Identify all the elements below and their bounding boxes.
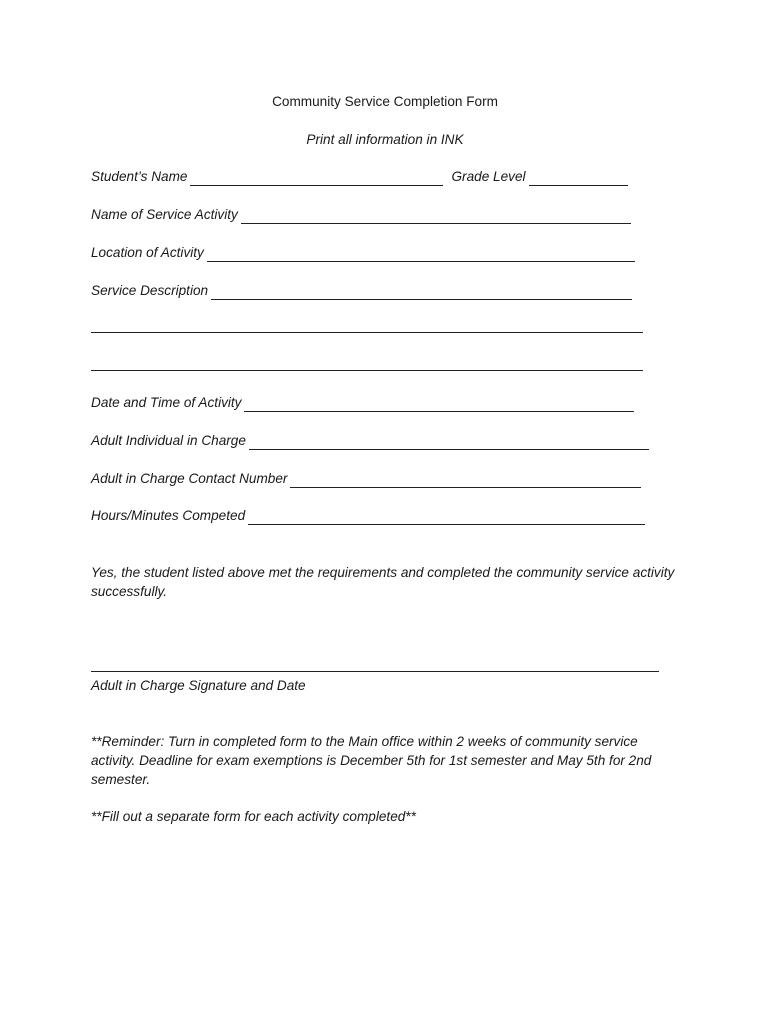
certification-text: Yes, the student listed above met the requirements and completed the community service activity successfully. — [91, 565, 675, 599]
adult-in-charge-label: Adult Individual in Charge — [91, 433, 246, 448]
service-activity-field[interactable] — [241, 210, 631, 224]
description-line-2[interactable] — [91, 332, 643, 333]
contact-number-field[interactable] — [290, 474, 641, 488]
location-label: Location of Activity — [91, 245, 204, 260]
grade-level-field[interactable] — [529, 172, 628, 186]
hours-field[interactable] — [248, 511, 645, 525]
contact-number-row — [91, 469, 641, 488]
description-row — [91, 281, 632, 300]
description-label: Service Description — [91, 283, 209, 298]
service-activity-label: Name of Service Activity — [91, 207, 238, 222]
hours-label: Hours/Minutes Competed — [91, 508, 246, 523]
signature-line[interactable] — [91, 671, 659, 672]
date-time-field[interactable] — [244, 398, 634, 412]
description-line-3[interactable] — [91, 370, 643, 371]
reminder-text: **Reminder: Turn in completed form to the Main office within 2 weeks of community service activity. Deadline for exam exemptions is December 5th for 1st semester and May 5th for 2nd semester. — [91, 734, 652, 787]
student-name-label: Student’s Name — [91, 169, 188, 184]
form-instruction: Print all information in INK — [306, 132, 464, 147]
signature-label: Adult in Charge Signature and Date — [91, 678, 306, 693]
adult-in-charge-field[interactable] — [249, 436, 649, 450]
adult-in-charge-row — [91, 431, 649, 450]
service-activity-row — [91, 205, 631, 224]
location-field[interactable] — [207, 248, 635, 262]
form-title: Community Service Completion Form — [272, 94, 498, 109]
contact-number-label: Adult in Charge Contact Number — [91, 471, 288, 486]
footer-note: **Fill out a separate form for each activity completed** — [91, 809, 416, 824]
student-name-field[interactable] — [190, 172, 443, 186]
grade-level-label: Grade Level — [451, 169, 526, 184]
hours-row — [91, 506, 645, 525]
student-name-row — [91, 167, 628, 186]
date-time-row — [91, 393, 634, 412]
location-row — [91, 243, 635, 262]
date-time-label: Date and Time of Activity — [91, 395, 242, 410]
description-field[interactable] — [211, 286, 632, 300]
